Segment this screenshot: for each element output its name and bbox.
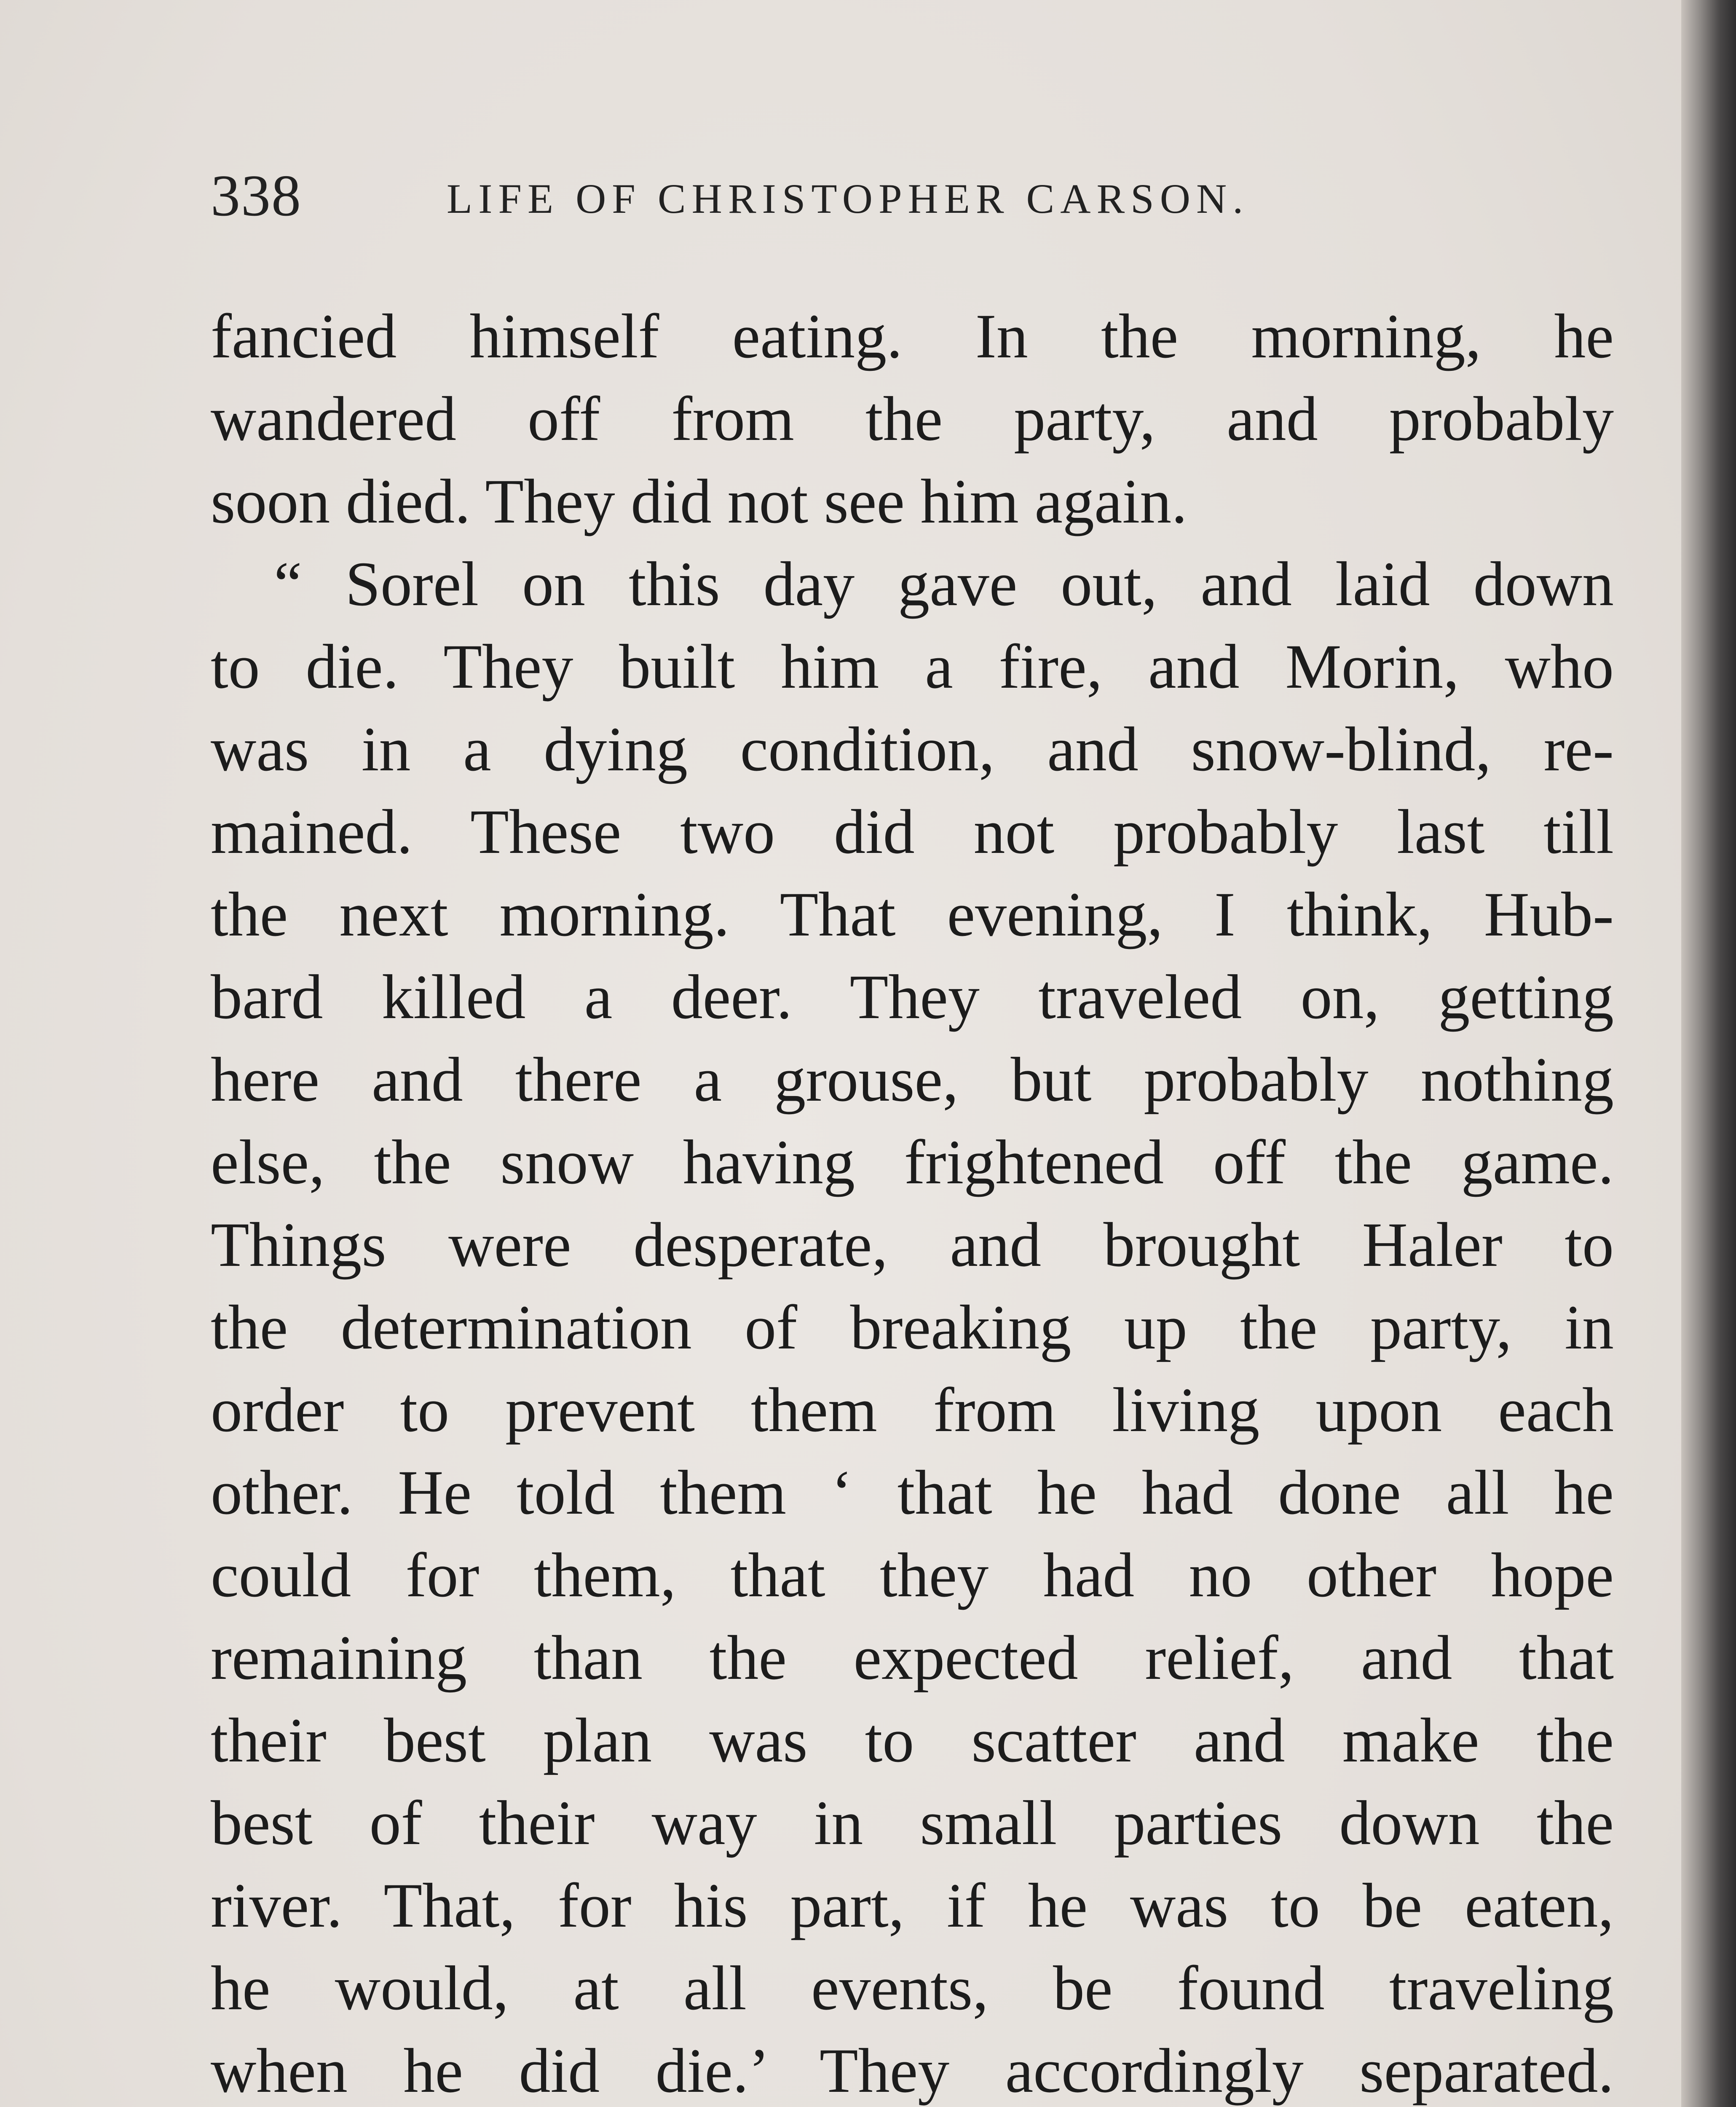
text-line: was in a dying condition, and snow-blind, re- <box>211 714 1614 784</box>
text-line: their best plan was to scatter and make the <box>211 1705 1614 1775</box>
text-line: else, the snow having frightened off the game. <box>211 1127 1614 1197</box>
page-header <box>211 160 1433 232</box>
text-line: “ Sorel on this day gave out, and laid down <box>274 549 1614 619</box>
text-line: Things were desperate, and brought Haler to <box>211 1210 1614 1280</box>
page-gutter-shadow <box>1681 0 1736 2107</box>
text-line: the determination of breaking up the party, in <box>211 1292 1614 1362</box>
text-line: bard killed a deer. They traveled on, getting <box>211 962 1614 1032</box>
text-line: order to prevent them from living upon each <box>211 1375 1614 1445</box>
text-line: other. He told them ‘ that he had done all he <box>211 1458 1614 1528</box>
text-line: best of their way in small parties down the <box>211 1788 1614 1858</box>
text-line: fancied himself eating. In the morning, he <box>211 301 1614 371</box>
text-line: he would, at all events, be found traveling <box>211 1953 1614 2023</box>
text-line: when he did die.’ They accordingly separated. <box>211 2036 1614 2106</box>
running-title: LIFE OF CHRISTOPHER CARSON. <box>447 175 1249 222</box>
text-line: wandered off from the party, and probably <box>211 384 1614 454</box>
text-line: the next morning. That evening, I think, Hub- <box>211 879 1614 949</box>
text-line: to die. They built him a fire, and Morin, who <box>211 632 1614 702</box>
body-text <box>211 295 1614 2107</box>
text-line: could for them, that they had no other hope <box>211 1540 1614 1610</box>
text-line: remaining than the expected relief, and that <box>211 1623 1614 1693</box>
text-line: mained. These two did not probably last till <box>211 797 1614 867</box>
text-line: here and there a grouse, but probably nothing <box>211 1045 1614 1115</box>
text-line: soon died. They did not see him again. <box>211 466 1187 536</box>
page-number: 338 <box>211 163 302 228</box>
text-line: river. That, for his part, if he was to be eaten, <box>211 1871 1614 1941</box>
